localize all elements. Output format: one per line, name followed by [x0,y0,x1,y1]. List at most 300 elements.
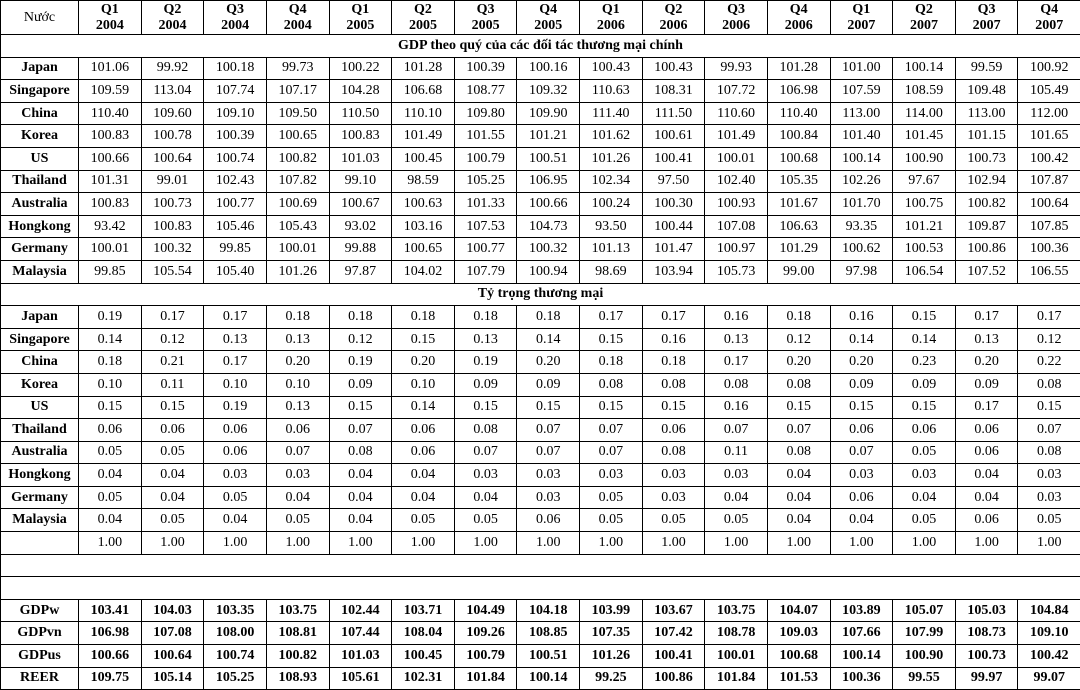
value-cell: 109.48 [955,80,1018,103]
value-cell: 0.09 [517,373,580,396]
value-cell: 0.10 [392,373,455,396]
total-cell: 1.00 [392,532,455,555]
value-cell: 100.82 [266,147,329,170]
quarter-label: Q2 [142,2,204,18]
value-cell: 0.05 [204,486,267,509]
table-row [1,80,1080,103]
value-cell: 105.07 [893,599,956,622]
value-cell: 97.98 [830,260,893,283]
row-label: GDPvn [1,622,79,645]
value-cell: 99.59 [955,57,1018,80]
value-cell: 101.13 [580,238,643,261]
row-label: Germany [1,486,79,509]
value-cell: 0.08 [767,441,830,464]
value-cell: 0.20 [266,351,329,374]
value-cell: 101.26 [580,147,643,170]
value-cell: 0.06 [830,486,893,509]
value-cell: 0.08 [1018,373,1080,396]
value-cell: 100.36 [1018,238,1080,261]
period-header [893,1,956,35]
value-cell: 100.83 [141,215,204,238]
quarter-label: Q4 [517,2,579,18]
value-cell: 99.00 [767,260,830,283]
value-cell: 98.59 [392,170,455,193]
quarter-label: Q2 [893,2,955,18]
period-header [767,1,830,35]
value-cell: 100.62 [830,238,893,261]
value-cell: 0.07 [580,419,643,442]
value-cell: 101.21 [893,215,956,238]
value-cell: 109.60 [141,102,204,125]
value-cell: 103.99 [580,599,643,622]
value-cell: 100.53 [893,238,956,261]
period-header [454,1,517,35]
row-label: Korea [1,125,79,148]
value-cell: 0.06 [517,509,580,532]
total-cell: 1.00 [705,532,768,555]
value-cell: 101.26 [266,260,329,283]
value-cell: 0.03 [642,464,705,487]
value-cell: 0.05 [580,509,643,532]
value-cell: 0.03 [517,486,580,509]
value-cell: 100.64 [141,147,204,170]
quarter-label: Q3 [204,2,266,18]
period-header [329,1,392,35]
value-cell: 107.66 [830,622,893,645]
value-cell: 0.14 [830,328,893,351]
value-cell: 0.05 [141,441,204,464]
quarter-label: Q2 [392,2,454,18]
value-cell: 100.18 [204,57,267,80]
value-cell: 100.43 [642,57,705,80]
value-cell: 0.08 [705,373,768,396]
value-cell: 0.15 [392,328,455,351]
blank-cell [1,554,1080,577]
value-cell: 101.45 [893,125,956,148]
value-cell: 0.15 [329,396,392,419]
value-cell: 0.17 [204,306,267,329]
value-cell: 0.18 [392,306,455,329]
value-cell: 109.90 [517,102,580,125]
value-cell: 0.17 [1018,306,1080,329]
value-cell: 105.54 [141,260,204,283]
value-cell: 100.77 [204,193,267,216]
value-cell: 106.68 [392,80,455,103]
value-cell: 99.55 [893,667,956,690]
value-cell: 101.49 [705,125,768,148]
value-cell: 0.07 [705,419,768,442]
value-cell: 100.01 [79,238,142,261]
value-cell: 99.97 [955,667,1018,690]
period-header [580,1,643,35]
value-cell: 0.18 [642,351,705,374]
value-cell: 0.03 [893,464,956,487]
value-cell: 0.20 [955,351,1018,374]
value-cell: 0.17 [580,306,643,329]
quarter-label: Q4 [1018,2,1080,18]
value-cell: 100.79 [454,645,517,668]
value-cell: 99.92 [141,57,204,80]
value-cell: 109.80 [454,102,517,125]
value-cell: 100.66 [79,645,142,668]
value-cell: 102.40 [705,170,768,193]
value-cell: 0.05 [392,509,455,532]
value-cell: 97.87 [329,260,392,283]
value-cell: 100.86 [642,667,705,690]
table-row [1,170,1080,193]
value-cell: 104.02 [392,260,455,283]
value-cell: 0.19 [454,351,517,374]
value-cell: 103.75 [266,599,329,622]
value-cell: 0.06 [141,419,204,442]
value-cell: 0.16 [705,396,768,419]
total-cell: 1.00 [580,532,643,555]
value-cell: 0.10 [79,373,142,396]
value-cell: 100.79 [454,147,517,170]
value-cell: 100.14 [893,57,956,80]
value-cell: 109.59 [79,80,142,103]
value-cell: 112.00 [1018,102,1080,125]
value-cell: 0.03 [830,464,893,487]
value-cell: 0.06 [955,441,1018,464]
value-cell: 102.26 [830,170,893,193]
value-cell: 108.04 [392,622,455,645]
total-cell: 1.00 [204,532,267,555]
value-cell: 104.18 [517,599,580,622]
table-row [1,306,1080,329]
period-header [642,1,705,35]
value-cell: 0.13 [266,328,329,351]
value-cell: 100.90 [893,645,956,668]
value-cell: 101.70 [830,193,893,216]
value-cell: 100.84 [767,125,830,148]
value-cell: 98.69 [580,260,643,283]
value-cell: 102.43 [204,170,267,193]
value-cell: 107.52 [955,260,1018,283]
value-cell: 0.04 [204,509,267,532]
value-cell: 99.85 [204,238,267,261]
year-label: 2006 [768,18,830,34]
value-cell: 113.00 [830,102,893,125]
value-cell: 104.03 [141,599,204,622]
year-label: 2005 [392,18,454,34]
value-cell: 0.20 [392,351,455,374]
value-cell: 0.06 [204,419,267,442]
value-cell: 0.04 [767,509,830,532]
value-cell: 108.59 [893,80,956,103]
value-cell: 0.05 [705,509,768,532]
value-cell: 0.20 [830,351,893,374]
blank-row [1,577,1080,600]
period-header [392,1,455,35]
total-cell: 1.00 [454,532,517,555]
value-cell: 99.93 [705,57,768,80]
value-cell: 105.03 [955,599,1018,622]
table-row [1,373,1080,396]
value-cell: 0.16 [705,306,768,329]
value-cell: 0.03 [1018,464,1080,487]
value-cell: 0.03 [1018,486,1080,509]
value-cell: 106.63 [767,215,830,238]
value-cell: 0.07 [580,441,643,464]
year-label: 2005 [455,18,517,34]
value-cell: 100.65 [266,125,329,148]
value-cell: 0.07 [517,419,580,442]
value-cell: 0.22 [1018,351,1080,374]
year-label: 2006 [643,18,705,34]
value-cell: 106.54 [893,260,956,283]
total-cell: 1.00 [642,532,705,555]
value-cell: 100.67 [329,193,392,216]
value-cell: 101.55 [454,125,517,148]
value-cell: 100.73 [955,645,1018,668]
value-cell: 107.74 [204,80,267,103]
value-cell: 0.04 [141,464,204,487]
value-cell: 103.35 [204,599,267,622]
value-cell: 100.66 [517,193,580,216]
value-cell: 0.15 [141,396,204,419]
year-label: 2004 [204,18,266,34]
value-cell: 0.06 [893,419,956,442]
value-cell: 107.42 [642,622,705,645]
value-cell: 100.32 [517,238,580,261]
value-cell: 0.15 [79,396,142,419]
value-cell: 104.49 [454,599,517,622]
value-cell: 100.14 [830,147,893,170]
value-cell: 0.04 [955,486,1018,509]
value-cell: 109.10 [1018,622,1080,645]
value-cell: 100.63 [392,193,455,216]
value-cell: 100.93 [705,193,768,216]
value-cell: 100.83 [79,193,142,216]
value-cell: 100.64 [1018,193,1080,216]
value-cell: 100.22 [329,57,392,80]
table-row [1,396,1080,419]
value-cell: 0.17 [705,351,768,374]
quarter-label: Q2 [643,2,705,18]
year-label: 2004 [142,18,204,34]
row-label: Korea [1,373,79,396]
value-cell: 100.83 [329,125,392,148]
value-cell: 100.61 [642,125,705,148]
country-column-header: Nước [1,1,79,35]
value-cell: 0.12 [767,328,830,351]
value-cell: 0.18 [767,306,830,329]
table-row [1,238,1080,261]
value-cell: 105.73 [705,260,768,283]
value-cell: 0.03 [705,464,768,487]
value-cell: 100.82 [955,193,1018,216]
value-cell: 107.85 [1018,215,1080,238]
value-cell: 0.15 [830,396,893,419]
value-cell: 0.07 [266,441,329,464]
value-cell: 0.03 [454,464,517,487]
value-cell: 107.35 [580,622,643,645]
value-cell: 93.50 [580,215,643,238]
value-cell: 0.06 [266,419,329,442]
table-row [1,464,1080,487]
value-cell: 0.05 [454,509,517,532]
value-cell: 101.15 [955,125,1018,148]
value-cell: 100.16 [517,57,580,80]
value-cell: 110.63 [580,80,643,103]
value-cell: 100.66 [79,147,142,170]
value-cell: 0.04 [893,486,956,509]
value-cell: 107.44 [329,622,392,645]
period-header [141,1,204,35]
summary-row [1,599,1080,622]
value-cell: 0.15 [517,396,580,419]
value-cell: 0.09 [893,373,956,396]
value-cell: 0.06 [955,419,1018,442]
value-cell: 101.28 [392,57,455,80]
value-cell: 100.74 [204,147,267,170]
value-cell: 100.69 [266,193,329,216]
value-cell: 107.79 [454,260,517,283]
value-cell: 105.49 [1018,80,1080,103]
value-cell: 100.65 [392,238,455,261]
value-cell: 100.39 [204,125,267,148]
value-cell: 104.07 [767,599,830,622]
table-row [1,486,1080,509]
value-cell: 107.59 [830,80,893,103]
value-cell: 0.07 [830,441,893,464]
value-cell: 107.72 [705,80,768,103]
value-cell: 0.04 [141,486,204,509]
value-cell: 0.15 [454,396,517,419]
value-cell: 0.15 [642,396,705,419]
value-cell: 100.14 [830,645,893,668]
value-cell: 0.13 [204,328,267,351]
value-cell: 103.71 [392,599,455,622]
value-cell: 0.14 [79,328,142,351]
table-row [1,102,1080,125]
blank-cell [1,577,1080,600]
value-cell: 108.77 [454,80,517,103]
value-cell: 100.86 [955,238,1018,261]
value-cell: 99.25 [580,667,643,690]
value-cell: 0.05 [141,509,204,532]
value-cell: 103.41 [79,599,142,622]
value-cell: 101.21 [517,125,580,148]
quarter-label: Q4 [267,2,329,18]
table-row [1,351,1080,374]
value-cell: 0.14 [392,396,455,419]
value-cell: 93.42 [79,215,142,238]
value-cell: 101.65 [1018,125,1080,148]
value-cell: 0.17 [204,351,267,374]
value-cell: 0.08 [454,419,517,442]
value-cell: 99.73 [266,57,329,80]
value-cell: 109.87 [955,215,1018,238]
value-cell: 0.13 [955,328,1018,351]
value-cell: 0.04 [79,464,142,487]
value-cell: 0.18 [454,306,517,329]
value-cell: 0.04 [767,464,830,487]
value-cell: 0.16 [642,328,705,351]
value-cell: 101.33 [454,193,517,216]
value-cell: 102.31 [392,667,455,690]
value-cell: 109.26 [454,622,517,645]
value-cell: 101.40 [830,125,893,148]
value-cell: 100.01 [705,147,768,170]
row-label: Australia [1,441,79,464]
period-header [79,1,142,35]
total-cell: 1.00 [79,532,142,555]
value-cell: 101.29 [767,238,830,261]
value-cell: 105.43 [266,215,329,238]
value-cell: 0.09 [955,373,1018,396]
value-cell: 0.20 [767,351,830,374]
value-cell: 102.34 [580,170,643,193]
value-cell: 0.10 [204,373,267,396]
value-cell: 100.36 [830,667,893,690]
value-cell: 0.13 [705,328,768,351]
period-header [517,1,580,35]
quarter-label: Q1 [79,2,141,18]
value-cell: 100.41 [642,645,705,668]
value-cell: 101.06 [79,57,142,80]
value-cell: 0.10 [266,373,329,396]
value-cell: 105.25 [454,170,517,193]
value-cell: 0.04 [955,464,1018,487]
value-cell: 103.94 [642,260,705,283]
value-cell: 110.60 [705,102,768,125]
value-cell: 0.15 [893,306,956,329]
summary-row [1,645,1080,668]
value-cell: 102.44 [329,599,392,622]
value-cell: 111.50 [642,102,705,125]
value-cell: 0.08 [767,373,830,396]
period-header [705,1,768,35]
value-cell: 99.07 [1018,667,1080,690]
value-cell: 100.51 [517,645,580,668]
value-cell: 0.15 [767,396,830,419]
table-row [1,125,1080,148]
section-header-row [1,283,1080,306]
value-cell: 0.14 [893,328,956,351]
total-cell: 1.00 [266,532,329,555]
period-header [266,1,329,35]
year-label: 2007 [831,18,893,34]
value-cell: 0.06 [79,419,142,442]
table-row [1,193,1080,216]
value-cell: 101.26 [580,645,643,668]
value-cell: 108.81 [266,622,329,645]
value-cell: 101.00 [830,57,893,80]
row-label: Japan [1,57,79,80]
value-cell: 105.46 [204,215,267,238]
value-cell: 103.75 [705,599,768,622]
table-row [1,419,1080,442]
value-cell: 107.99 [893,622,956,645]
value-cell: 0.05 [642,509,705,532]
value-cell: 108.00 [204,622,267,645]
quarter-label: Q1 [831,2,893,18]
total-cell: 1.00 [955,532,1018,555]
value-cell: 0.14 [517,328,580,351]
value-cell: 0.05 [79,441,142,464]
value-cell: 0.04 [266,486,329,509]
value-cell: 0.06 [955,509,1018,532]
value-cell: 103.89 [830,599,893,622]
value-cell: 0.09 [454,373,517,396]
period-header [955,1,1018,35]
table-row [1,441,1080,464]
value-cell: 109.10 [204,102,267,125]
year-label: 2006 [705,18,767,34]
total-cell: 1.00 [517,532,580,555]
